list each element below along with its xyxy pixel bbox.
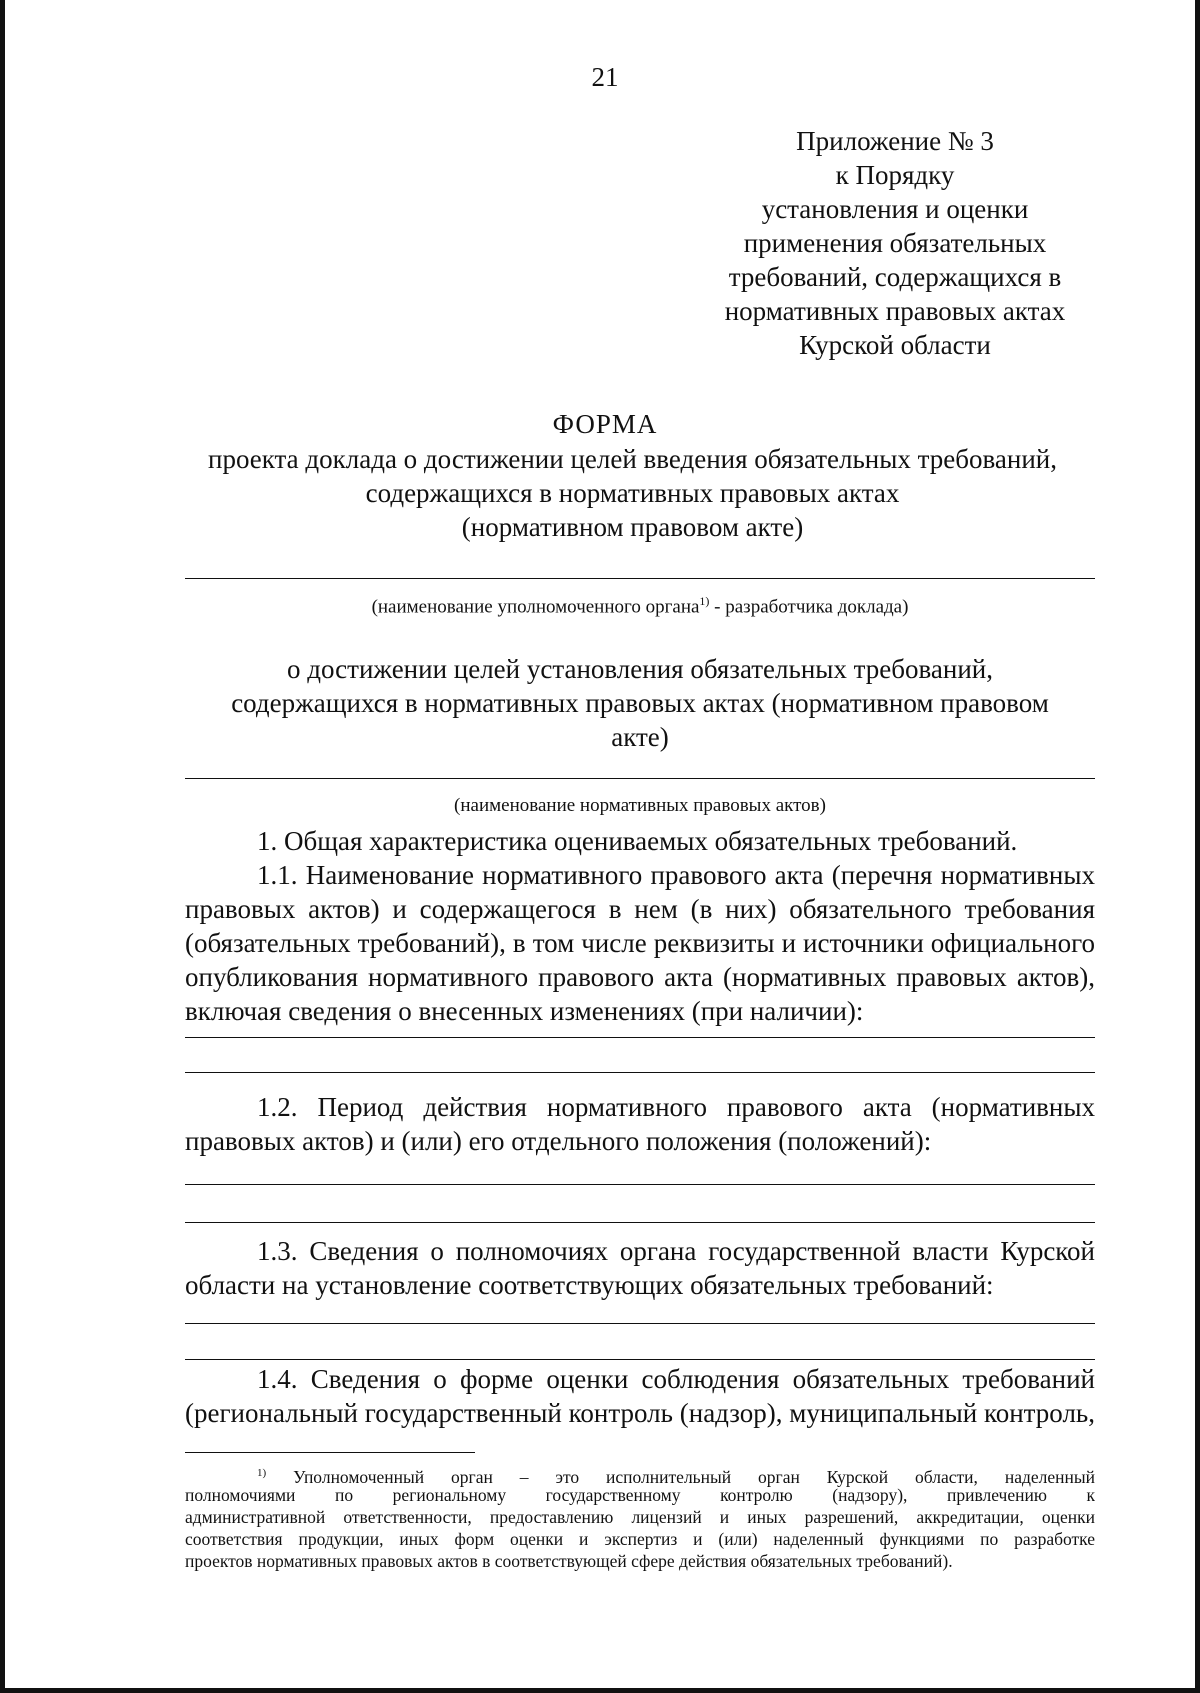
paragraph-1-1: 1.1. Наименование нормативного правового акта (перечня нормативных правовых актов) и содержащегося в нем (в них) обязательного требования (обязательных требований), в том числе реквизиты и источники официального опубликования нормативного правового акта (нормативных правовых актов), включая сведения о внесенных изменениях (при наличии): (185, 860, 1095, 1026)
form-subtitle-line: (нормативном правовом акте) (461, 512, 804, 542)
fill-in-line-authority (185, 578, 1095, 579)
appendix-line: применения обязательных (743, 228, 1047, 258)
appendix-line: Курской области (799, 330, 991, 360)
report-heading-line: о достижении целей установления обязательных требований, (287, 654, 993, 684)
section-1-title: 1. Общая характеристика оцениваемых обязательных требований. (257, 826, 1018, 856)
fill-in-line-acts (185, 778, 1095, 779)
page-number: 21 (591, 62, 619, 92)
report-heading-line: содержащихся в нормативных правовых актах (нормативном правовом (231, 688, 1049, 718)
appendix-line: к Порядку (835, 160, 955, 190)
paragraph-1-3: 1.3. Сведения о полномочиях органа государственной власти Курской области на установление соответствующих обязательных требований: (185, 1236, 1095, 1300)
appendix-line: установления и оценки (761, 194, 1029, 224)
footnote-separator (185, 1452, 475, 1453)
paragraph-1-2: 1.2. Период действия нормативного правового акта (нормативных правовых актов) и (или) его отдельного положения (положений): (185, 1092, 1095, 1156)
report-heading-line: акте) (611, 722, 669, 752)
caption-authority-name: (наименование уполномоченного органа$^{1)}$ - разработчика доклада) (371, 594, 909, 618)
appendix-line: Приложение № 3 (796, 126, 994, 156)
fill-in-line-1-3a (185, 1323, 1095, 1324)
form-subtitle (155, 442, 1110, 544)
fill-in-line-1-3b (185, 1359, 1095, 1360)
footnote: $^{1)}$ Уполномоченный орган – это исполнительный орган Курской области, наделенный полномочиями по региональному государственному контролю (надзору), привлечению к административной ответственности, предоставлению лицензий и иных разрешений, аккредитации, оценки соответствия продукции, иных форм оценки и экспертиз и (или) наделенный функциями по разработке проектов нормативных правовых актов в соответствующей сфере действия обязательных требований). (185, 1466, 1096, 1571)
paragraph-1-4: 1.4. Сведения о форме оценки соблюдения обязательных требований (региональный государственный контроль (надзор), муниципальный контроль, (185, 1364, 1095, 1428)
form-title: ФОРМА (552, 409, 658, 439)
appendix-heading (695, 124, 1095, 362)
fill-in-line-1-1b (185, 1072, 1095, 1073)
appendix-line: требований, содержащихся в (728, 262, 1062, 292)
caption-acts-name: (наименование нормативных правовых актов) (454, 795, 826, 816)
footnote-marker: 1) (257, 1467, 267, 1479)
fill-in-line-1-1a (185, 1037, 1095, 1038)
form-subtitle-line: содержащихся в нормативных правовых актах (365, 478, 900, 508)
footnote-ref: 1) (699, 594, 710, 608)
appendix-line: нормативных правовых актах (724, 296, 1066, 326)
fill-in-line-1-2b (185, 1222, 1095, 1223)
fill-in-line-1-2a (185, 1184, 1095, 1185)
form-subtitle-line: проекта доклада о достижении целей введения обязательных требований, (208, 444, 1057, 474)
report-heading (185, 652, 1095, 754)
